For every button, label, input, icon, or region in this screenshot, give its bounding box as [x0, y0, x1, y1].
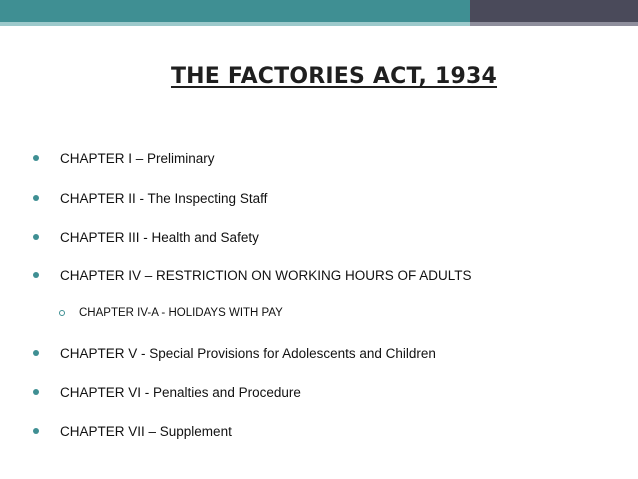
bullet-icon — [33, 234, 39, 240]
list-item-chapter-5 — [0, 342, 436, 364]
top-bar-teal-segment — [0, 0, 470, 22]
slide-title — [0, 64, 638, 89]
list-item-label: CHAPTER VII – Supplement — [60, 423, 232, 439]
bullet-icon — [33, 195, 39, 201]
list-item-chapter-6 — [0, 381, 301, 403]
bullet-icon — [33, 428, 39, 434]
list-item-label: CHAPTER III - Health and Safety — [60, 229, 259, 245]
list-item-chapter-1 — [0, 147, 215, 169]
list-item-chapter-7 — [0, 420, 232, 442]
list-subitem-chapter-4a — [0, 302, 283, 324]
list-item-label: CHAPTER IV – RESTRICTION ON WORKING HOURS OF ADULTS — [60, 267, 472, 283]
sub-bullet-icon — [59, 310, 65, 316]
bullet-icon — [33, 389, 39, 395]
list-item-label: CHAPTER II - The Inspecting Staff — [60, 190, 268, 206]
top-decorative-bar — [0, 0, 638, 24]
bullet-icon — [33, 350, 39, 356]
top-bar-dark-segment — [470, 0, 638, 22]
list-item-label: CHAPTER I – Preliminary — [60, 150, 215, 166]
bullet-icon — [33, 272, 39, 278]
list-item-chapter-3 — [0, 226, 259, 248]
list-item-chapter-2 — [0, 187, 267, 209]
list-item-chapter-4 — [0, 264, 472, 286]
list-item-label: CHAPTER VI - Penalties and Procedure — [60, 384, 301, 400]
list-item-label: CHAPTER IV-A - HOLIDAYS WITH PAY — [79, 307, 283, 319]
top-bar-teal-underline — [0, 22, 470, 26]
bullet-icon — [33, 155, 39, 161]
top-bar-dark-underline — [470, 22, 638, 26]
slide-title-text: THE FACTORIES ACT, 1934 — [170, 64, 498, 89]
list-item-label: CHAPTER V - Special Provisions for Adolescents and Children — [60, 345, 436, 361]
